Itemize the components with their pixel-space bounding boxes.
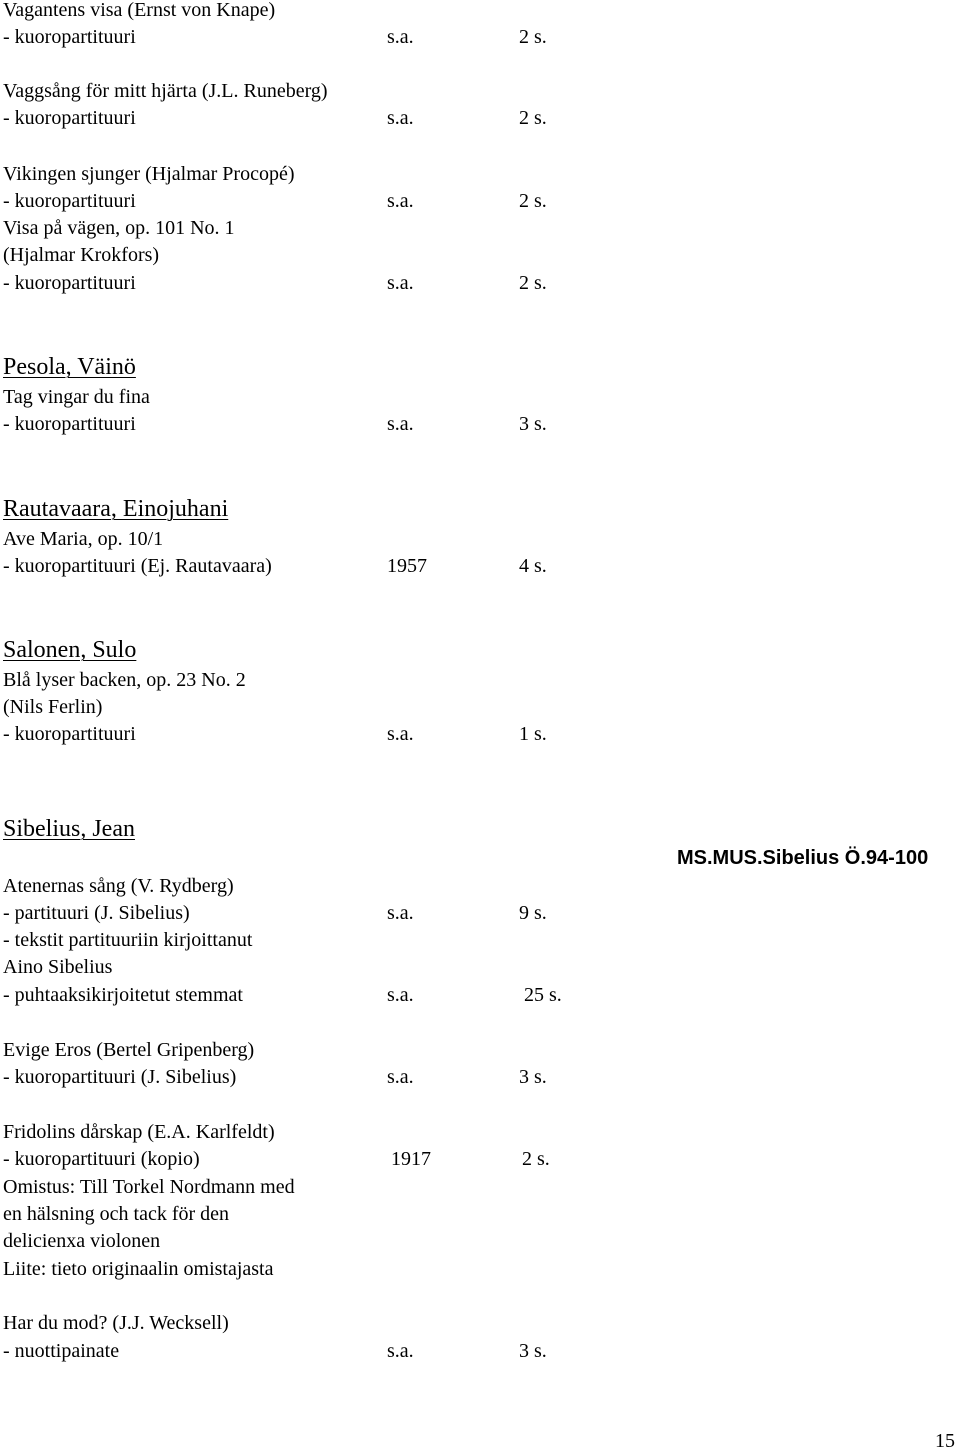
item-date: s.a. <box>387 26 414 48</box>
composer-heading: Sibelius, Jean <box>3 816 135 842</box>
item-pages: 2 s. <box>522 1148 550 1170</box>
item-type: - nuottipainate <box>3 1340 120 1362</box>
item-pages: 3 s. <box>519 1340 547 1362</box>
item-pages: 4 s. <box>519 555 547 577</box>
item-type: - kuoropartituuri <box>3 413 136 435</box>
item-date: s.a. <box>387 190 414 212</box>
item-type: - kuoropartituuri (kopio) <box>3 1148 200 1170</box>
composer-heading: Salonen, Sulo <box>3 637 137 663</box>
item-type: - kuoropartituuri <box>3 190 136 212</box>
item-pages: 2 s. <box>519 272 547 294</box>
item-date: 1917 <box>391 1148 431 1170</box>
item-type: - kuoropartituuri <box>3 107 136 129</box>
item-type: - partituuri (J. Sibelius) <box>3 902 190 924</box>
item-date: s.a. <box>387 413 414 435</box>
item-type: - kuoropartituuri (J. Sibelius) <box>3 1066 237 1088</box>
item-pages: 2 s. <box>519 26 547 48</box>
composer-heading: Pesola, Väinö <box>3 354 136 380</box>
page-number: 15 <box>935 1430 955 1452</box>
item-date: s.a. <box>387 984 414 1006</box>
item-date: s.a. <box>387 902 414 924</box>
item-date: s.a. <box>387 1066 414 1088</box>
item-pages: 9 s. <box>519 902 547 924</box>
item-type: - kuoropartituuri <box>3 26 136 48</box>
item-date: s.a. <box>387 107 414 129</box>
shelfmark: MS.MUS.Sibelius Ö.94-100 <box>677 847 929 869</box>
item-type: - kuoropartituuri <box>3 272 136 294</box>
item-pages: 3 s. <box>519 1066 547 1088</box>
item-pages: 2 s. <box>519 107 547 129</box>
item-pages: 25 s. <box>524 984 562 1006</box>
item-date: s.a. <box>387 723 414 745</box>
item-pages: 1 s. <box>519 723 547 745</box>
item-type: - kuoropartituuri <box>3 723 136 745</box>
item-date: s.a. <box>387 1340 414 1362</box>
item-pages: 3 s. <box>519 413 547 435</box>
item-pages: 2 s. <box>519 190 547 212</box>
item-date: s.a. <box>387 272 414 294</box>
item-date: 1957 <box>387 555 427 577</box>
composer-heading: Rautavaara, Einojuhani <box>3 496 229 522</box>
item-type: - puhtaaksikirjoitetut stemmat <box>3 984 243 1006</box>
item-type: - kuoropartituuri (Ej. Rautavaara) <box>3 555 272 577</box>
